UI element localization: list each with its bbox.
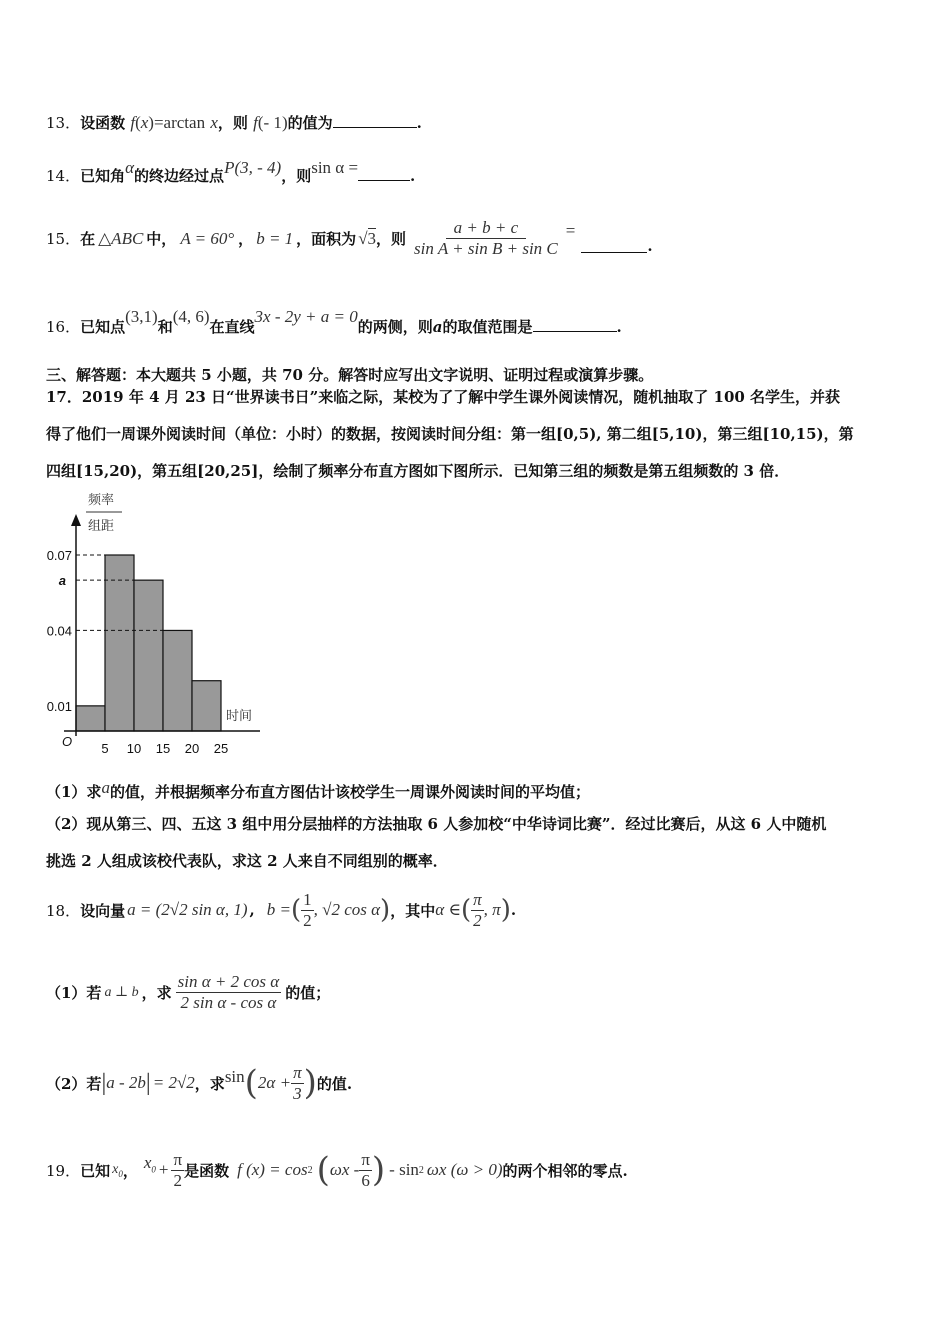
y-tick-label: a <box>58 573 66 589</box>
y-tick-label: 0.07 <box>46 548 72 563</box>
question-14: 14．已知角α的终边经过点P(3, - 4)，则sin α = . <box>46 158 416 185</box>
question-18: 18． 设向量 a = (2√2 sin α, 1) , b = ( $\frac{1}{2}$ , √2 cos α ) ，其中 α ∈ ( $\frac{\pi}{2}$ , π ) . <box>46 889 517 930</box>
origin-label: O <box>62 734 73 749</box>
question-18-part-2: （2）若 | a - 2b | = 2√2 ，求 sin ( 2α + $\frac{\pi}{3}$ ) 的值. <box>46 1062 353 1103</box>
question-17: 17．2019 年 4 月 23 日“世界读书日”来临之际，某校为了了解中学生课外阅读情况，随机抽取了 100 名学生，并获 得了他们一周课外阅读时间（单位：小时）的数据，按阅读时间分组：第一组[0,5), 第二组[5,10)，第三组[10,15)，第 四组[15,20)，第五组[20,25]，绘制了频率分布直方图如下图所示．已知第三组的频数是第五组频数的 3 倍． <box>46 388 854 480</box>
histogram-chart <box>40 488 270 758</box>
answer-blank[interactable] <box>533 317 617 332</box>
y-axis-arrow <box>71 514 81 526</box>
question-19: 19． 已知 $x_0$ ， $x_0$ + $\frac{\pi}{2}$ 是函数 f (x) = cos 2 ( ωx - $\frac{\pi}{6}$ ) - sin 2 ωx (ω > 0) 的两个相邻的零点. <box>46 1149 628 1190</box>
fraction: $\frac{a + b + c}{\text{sin A + sin B + sin C}}$ <box>414 218 558 258</box>
x-tick-label: 10 <box>126 741 142 756</box>
vector-a: a = (2√2 sin α, 1) <box>127 900 248 919</box>
x-axis-label: 时间 <box>226 709 253 724</box>
answer-blank[interactable] <box>358 166 410 181</box>
question-number: 13． <box>46 114 81 132</box>
section-heading: 三、解答题：本大题共 5 小题，共 70 分。解答时应写出文字说明、证明过程或演算步骤。 <box>46 366 654 384</box>
vector-b: b = <box>266 900 291 919</box>
question-17-part-2: （2）现从第三、四、五这 3 组中用分层抽样的方法抽取 6 人参加校“中华诗词比赛”．经过比赛后，从这 6 人中随机 挑选 2 人组成该校代表队，求这 2 人来自不同组别的概率． <box>46 815 827 870</box>
x-tick-label: 20 <box>184 741 200 756</box>
y-tick-label: 0.01 <box>46 698 72 714</box>
histogram-bar <box>134 580 163 731</box>
question-15: 15． 在 △ABC 中， A = 60° ， b = 1 ，面积为 √ 3 ，则 $\frac{a + b + c}{\text{sin A + sin B + sin C}}$ = . <box>46 218 653 258</box>
histogram-bar <box>76 706 105 731</box>
question-18-part-1: （1）若 a ⊥ b ，求 $\frac{\text{sin α + 2 cos α}}{\text{2 sin α - cos α}}$ 的值； <box>46 971 331 1012</box>
histogram-bar <box>192 681 221 731</box>
y-label-top: 频率 <box>88 493 115 508</box>
fraction: $\frac{\text{sin α + 2 cos α}}{\text{2 sin α - cos α}}$ <box>177 971 280 1012</box>
y-tick-label: 0.04 <box>46 623 72 639</box>
histogram-bar <box>105 555 134 731</box>
y-label-bottom: 组距 <box>88 519 115 534</box>
answer-blank[interactable] <box>581 238 647 253</box>
question-13: 13．设函数 f(x)=arctan x，则 f(- 1)的值为 . <box>46 113 422 132</box>
question-17-part-1: （1）求a的值，并根据频率分布直方图估计该校学生一周课外阅读时间的平均值； <box>46 778 590 801</box>
x-tick-label: 15 <box>155 741 171 756</box>
answer-blank[interactable] <box>333 113 417 128</box>
x-tick-label: 25 <box>213 741 229 756</box>
x-tick-label: 5 <box>101 741 109 756</box>
question-16: 16．已知点(3,1)和(4, 6)在直线3x - 2y + a = 0的两侧，则a的取值范围是 . <box>46 307 622 336</box>
histogram-bar <box>163 630 192 731</box>
